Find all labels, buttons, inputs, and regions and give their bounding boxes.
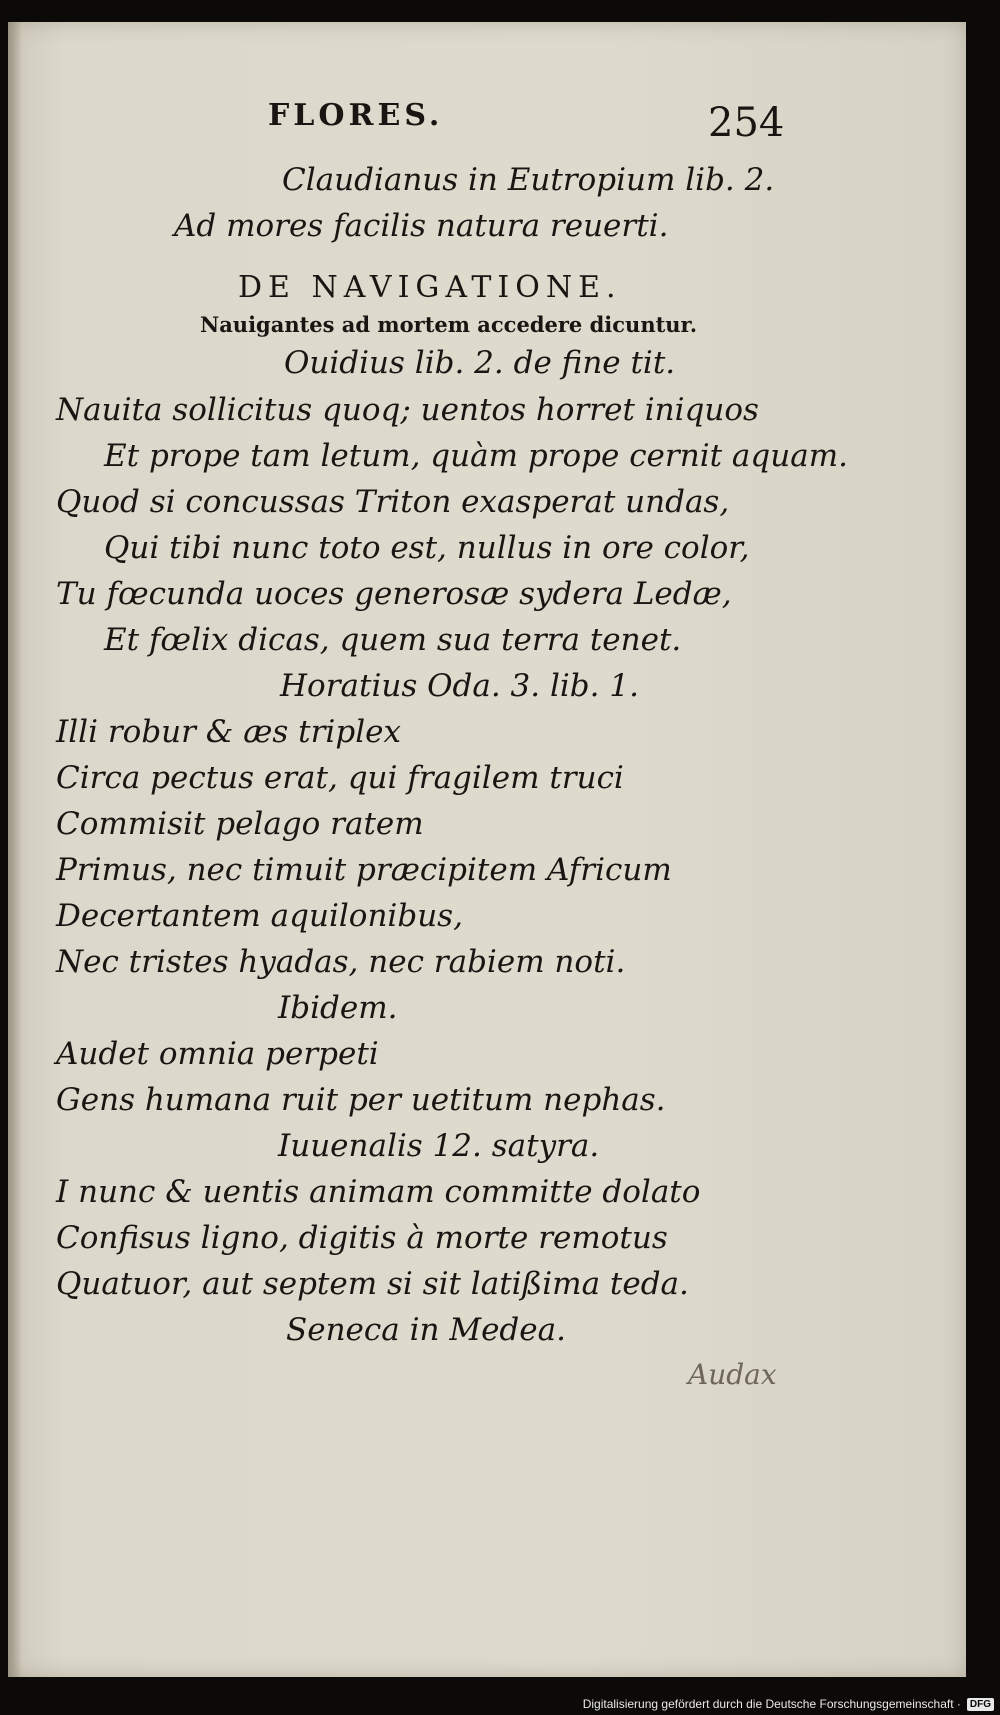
source-citation: Iuuenalis 12. satyra.	[278, 1128, 600, 1164]
verse-line: Confisus ligno, digitis à morte remotus	[56, 1220, 668, 1256]
verse-line: Gens humana ruit per uetitum nephas.	[56, 1082, 666, 1118]
verse-line: I nunc & uentis animam committe dolato	[56, 1174, 701, 1210]
verse-line: Tu fœcunda uoces generosæ sydera Ledæ,	[56, 576, 732, 612]
verse-line: Audet omnia perpeti	[56, 1036, 379, 1072]
page-number: 254	[708, 100, 785, 146]
verse-line: Circa pectus erat, qui fragilem truci	[56, 760, 624, 796]
verse-line: Et fœlix dicas, quem sua terra tenet.	[104, 622, 682, 658]
section-heading: DE NAVIGATIONE.	[238, 270, 622, 305]
verse-line: Decertantem aquilonibus,	[56, 898, 463, 934]
source-citation: Ibidem.	[278, 990, 398, 1026]
source-citation: Ouidius lib. 2. de fine tit.	[284, 345, 676, 381]
source-citation: Seneca in Medea.	[286, 1312, 566, 1348]
verse-line: Quod si concussas Triton exasperat undas,	[56, 484, 730, 520]
verse-line: Et prope tam letum, quàm prope cernit aquam.	[104, 438, 848, 474]
footer-credit: Digitalisierung gefördert durch die Deutsche Forschungsgemeinschaft ·	[582, 1697, 961, 1711]
section-subheading: Nauigantes ad mortem accedere dicuntur.	[200, 312, 698, 337]
running-header-title: FLORES.	[268, 98, 444, 133]
verse-line: Nec tristes hyadas, nec rabiem noti.	[56, 944, 626, 980]
verse-line: Illi robur & æs triplex	[56, 714, 401, 750]
verse-line: Commisit pelago ratem	[56, 806, 424, 842]
catchword: Audax	[688, 1358, 777, 1391]
verse-line: Quatuor, aut septem si sit latißima teda.	[56, 1266, 689, 1302]
verse-line: Nauita sollicitus quoq; uentos horret iniquos	[56, 392, 759, 428]
verse-line: Ad mores facilis natura reuerti.	[174, 208, 669, 244]
page-gutter-shadow	[8, 22, 22, 1677]
source-citation: Claudianus in Eutropium lib. 2.	[282, 162, 775, 198]
digitization-footer	[583, 1693, 994, 1715]
verse-line: Qui tibi nunc toto est, nullus in ore color,	[104, 530, 750, 566]
source-citation: Horatius Oda. 3. lib. 1.	[280, 668, 639, 704]
verse-line: Primus, nec timuit præcipitem Africum	[56, 852, 672, 888]
dfg-logo-icon: DFG	[967, 1698, 994, 1711]
